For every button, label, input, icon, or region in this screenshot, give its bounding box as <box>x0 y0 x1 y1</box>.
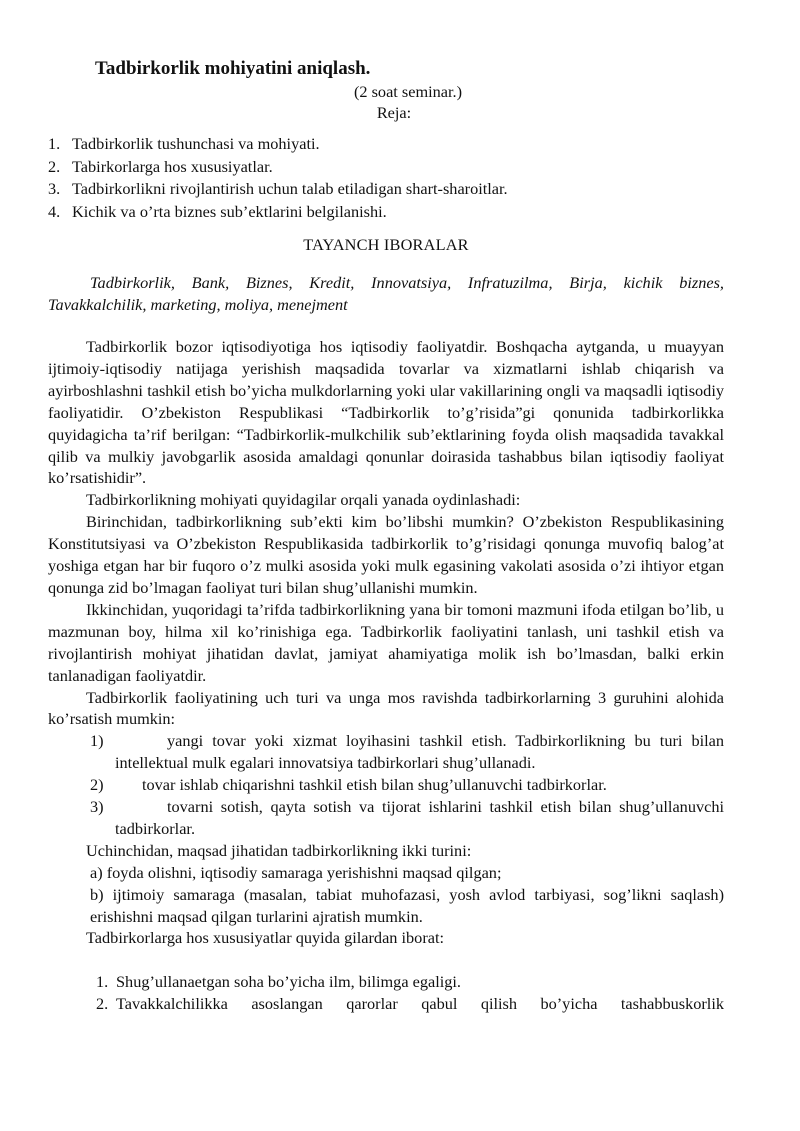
plan-item-number: 1. <box>48 134 61 153</box>
document-title: Tadbirkorlik mohiyatini aniqlash. <box>95 58 371 79</box>
type-list-number: 1) <box>90 731 104 751</box>
type-list-item <box>48 730 724 774</box>
goal-a: a) foyda olishni, iqtisodiy samaraga yerishishni maqsad qilgan; <box>90 862 502 882</box>
feature-list-number: 2. <box>96 994 109 1014</box>
type-list-text: tovar ishlab chiqarishni tashkil etish bilan shug’ullanuvchi tadbirkorlar. <box>142 775 607 795</box>
plan-item-text: Kichik va o’rta biznes sub’ektlarini belgilanishi. <box>72 201 387 221</box>
paragraph: Tadbirkorlik faoliyatining uch turi va unga mos ravishda tadbirkorlarning 3 guruhini alohida ko’rsatish mumkin: <box>48 687 724 729</box>
paragraph: Ikkinchidan, yuqoridagi ta’rifda tadbirkorlikning yana bir tomoni mazmuni ifoda etilgan bo’lib, u mazmunan boy, hilma xil ko’rinishiga ega. Tadbirkorlik faoliyatini tanlash, uni tashkil etish va rivojlantirish mohiyat jihatidan davlat, jamiyat ahamiyatiga molik ish bo’lmasdan, balki erkin tanlanadigan faoliyatdir. <box>48 599 724 685</box>
keywords-heading: TAYANCH IBORALAR <box>303 235 469 254</box>
plan-item-text: Tadbirkorlikni rivojlantirish uchun talab etiladigan shart-sharoitlar. <box>72 179 508 198</box>
paragraph: Birinchidan, tadbirkorlikning sub’ekti kim bo’libshi mumkin? O’zbekiston Respublikasining Konstitutsiyasi va O’zbekiston Respublikasida tadbirkorlik to’g’risidagi qonunga muvofiq balog’at yoshiga etgan har bir fuqoro o’z mulki asosida yoki mulk egasining vakolati asosida o’zi ihtiyor etgan qonunga zid bo’lmagan faoliyat turi bilan shug’ullanishi mumkin. <box>48 512 724 597</box>
type-list-item <box>48 796 724 840</box>
plan-item-text: Tabirkorlarga hos xususiyatlar. <box>72 156 273 176</box>
document-body <box>48 336 724 1015</box>
plan-item <box>48 133 724 156</box>
goal-b: b) ijtimoiy samaraga (masalan, tabiat muhofazasi, yosh avlod tarbiyasi, sog’likni saqlash) erishishni maqsad qilgan turlarini ajratish mumkin. <box>90 884 724 926</box>
plan-item <box>48 178 724 201</box>
plan-heading: Reja: <box>376 103 412 122</box>
feature-list-number: 1. <box>96 972 109 992</box>
feature-list-item <box>48 971 724 993</box>
plan-list <box>48 133 724 223</box>
paragraph: Tadbirkorlikning mohiyati quyidagilar orqali yanada oydinlashadi: <box>86 490 521 510</box>
paragraph: Tadbirkorlik bozor iqtisodiyotiga hos iqtisodiy faoliyatdir. Boshqacha aytganda, u muayyan ijtimoiy-iqtisodiy natijaga yerishish maqsadida tovarlar va xizmatlarni ishlab chiqarish va ayirboshlashni tashkil etish bo’yicha mulkdorlarning yoki ular vakillarining ongli va maqsadli iqtisodiy faoliyatidir. O’zbekiston Respublikasi “Tadbirkorlik to’g’risida”gi qonunida tadbirkorlikka quyidagicha ta’rif berilgan: “Tadbirkorlik-mulkchilik sub’ektlarining foyda olish maqsadida tavakkal qilib va mulkiy javobgarlik asosida amaldagi qonunlar doirasida tashabbus bilan iqtisodiy faoliyat ko’rsatishidir”. <box>48 337 724 488</box>
paragraph: Tadbirkorlarga hos xususiyatlar quyida gilardan iborat: <box>86 928 445 948</box>
document-subtitle: (2 soat seminar.) <box>353 82 463 101</box>
type-list-text: tovarni sotish, qayta sotish va tijorat ishlarini tashkil etish bilan shug’ullanuvchi tadbirkorlar. <box>115 797 724 838</box>
plan-item-text: Tadbirkorlik tushunchasi va mohiyati. <box>72 134 320 153</box>
plan-item <box>48 156 724 179</box>
feature-list-text: Tavakkalchilikka asoslangan qarorlar qabul qilish bo’yicha tashabbuskorlik <box>116 994 724 1014</box>
type-list-text: yangi tovar yoki xizmat loyihasini tashkil etish. Tadbirkorlikning bu turi bilan intellektual mulk egalari innovatsiya tadbirkorlari shug’ullanadi. <box>115 731 724 773</box>
spacer <box>48 949 724 971</box>
plan-item-number: 2. <box>48 156 61 176</box>
feature-list-text: Shug’ullanaetgan soha bo’yicha ilm, bilimga egaligi. <box>116 972 461 992</box>
plan-item <box>48 201 724 224</box>
keywords-text: Tadbirkorlik, Bank, Biznes, Kredit, Innovatsiya, Infratuzilma, Birja, kichik biznes, Tavakkalchilik, marketing, moliya, menejment <box>48 273 724 314</box>
paragraph: Uchinchidan, maqsad jihatidan tadbirkorlikning ikki turini: <box>86 840 472 860</box>
type-list-number: 3) <box>90 797 104 817</box>
feature-list-item <box>48 993 724 1015</box>
type-list-number: 2) <box>90 775 104 795</box>
plan-item-number: 3. <box>48 179 61 198</box>
type-list-item <box>48 774 724 796</box>
plan-item-number: 4. <box>48 201 61 221</box>
document-page <box>48 57 724 1015</box>
